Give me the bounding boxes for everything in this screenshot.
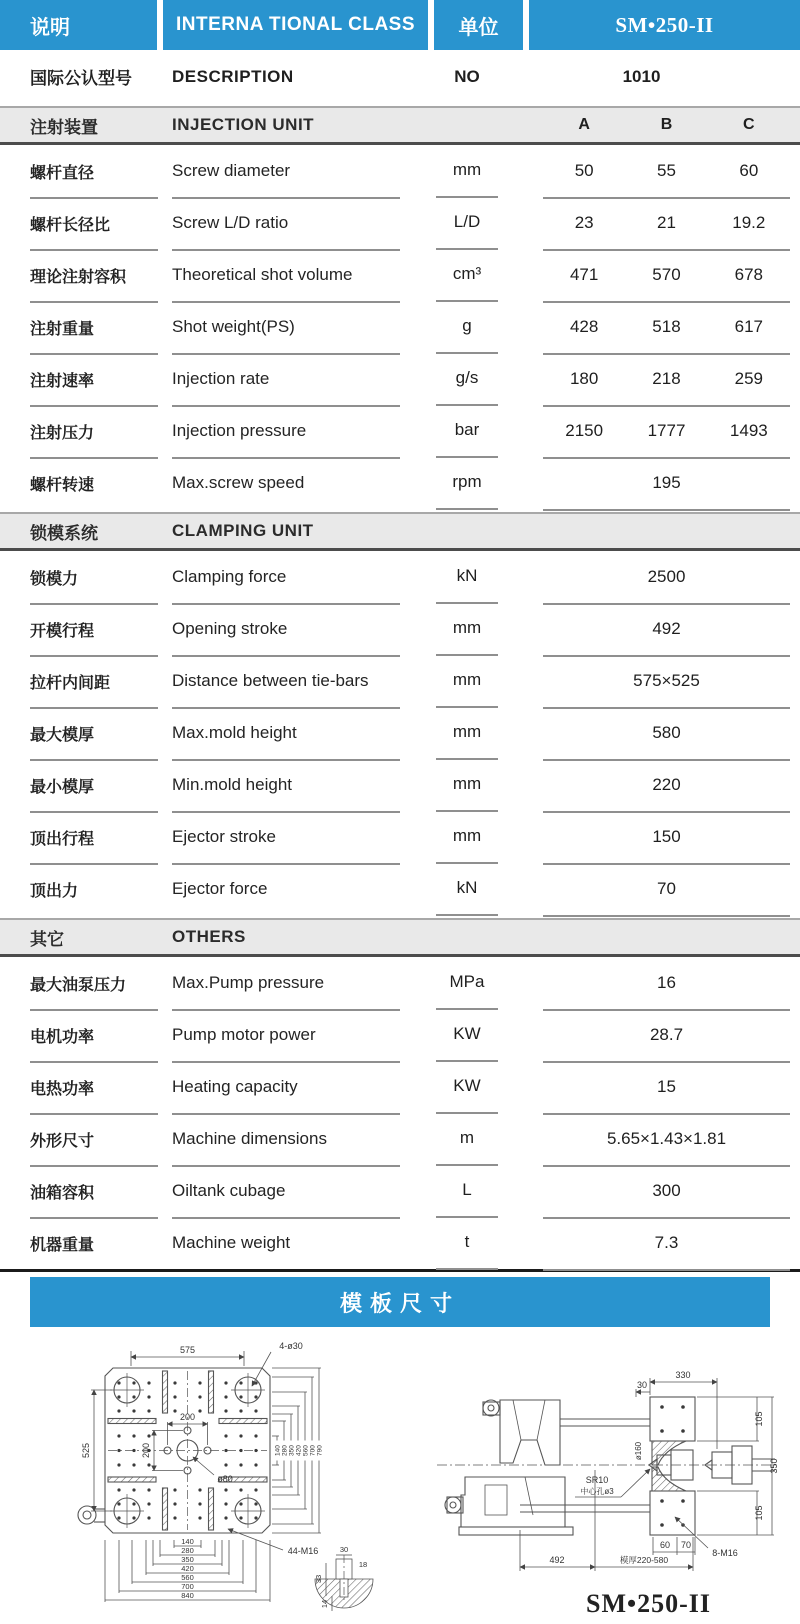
detail-dim: 14 [320,1599,329,1609]
spec-unit: mm [436,758,498,812]
dim-label: 790 [316,1445,324,1456]
spec-value: 195 [652,473,681,492]
spec-row [0,551,800,603]
spec-row [0,759,800,811]
detail-dim: 18 [358,1560,368,1569]
spec-row [0,301,800,353]
spec-value: 2500 [647,567,686,586]
spec-row [0,811,800,863]
dim-label: 140 [274,1445,282,1456]
nozzle-dia-label: ø160 [634,1441,643,1461]
spec-value: 50 [574,161,594,180]
spec-label-cn: 机器重量 [30,1236,95,1254]
detail-dim: 33 [314,1574,323,1584]
spec-label-cn: 最大油泵压力 [30,957,158,1011]
spec-row [0,707,800,759]
spec-label-cn: 注射压力 [30,405,158,459]
spec-label-en: Oiltank cubage [172,1165,400,1219]
spec-label-cn: 拉杆内间距 [30,655,158,709]
spec-value: 150 [652,827,681,846]
spec-value: 5.65×1.43×1.81 [606,1129,727,1148]
section-header-injection [0,106,800,145]
spec-row [0,1061,800,1113]
spec-label-cn: 最大模厚 [30,707,158,761]
spec-label-cn: 外形尺寸 [30,1113,158,1167]
subcol-c: C [743,116,755,133]
spec-label-en: Machine weight [172,1233,291,1252]
spec-label-cn: 最小模厚 [30,759,158,813]
dim-label: 560 [181,1573,194,1582]
dim-label: 330 [675,1370,691,1380]
drawings-area [0,1327,800,1624]
spec-unit: mm [436,810,498,864]
spec-row [0,863,800,915]
spec-values [543,1061,790,1115]
spec-values [543,1009,790,1063]
dim-label: 105 [754,1411,764,1427]
spec-row [0,1113,800,1165]
spec-row [0,405,800,457]
spec-label-en: Ejector stroke [172,811,400,865]
dim-label: 560 [302,1445,310,1456]
spec-label-en: Min.mold height [172,759,400,813]
section-rows-injection [0,145,800,509]
section-title-cn: 注射装置 [30,117,98,137]
section-title-en: INJECTION UNIT [172,115,315,134]
description-value: 1010 [622,66,661,86]
spec-value: 617 [734,317,763,336]
spec-unit: mm [436,654,498,708]
dim-label: 492 [549,1555,565,1565]
dim-label: 60 [659,1540,671,1550]
spec-row [0,655,800,707]
dim-label: 350 [288,1445,296,1456]
center-hole-note: 中心孔ø3 [580,1487,614,1496]
spec-label-cn: 螺杆直径 [30,145,158,199]
spec-values [543,405,790,459]
section-title-en: CLAMPING UNIT [172,521,314,540]
spec-label-en: Screw diameter [172,145,400,199]
spec-label-cn: 电热功率 [30,1061,158,1115]
spec-values [543,811,790,865]
platen-size-banner: 模板尺寸 [30,1277,770,1327]
spec-value: 19.2 [732,213,766,232]
spec-unit: cm³ [436,248,498,302]
spec-values [543,1113,790,1167]
dim-label: 420 [181,1564,194,1573]
spec-row [0,145,800,197]
spec-value: 28.7 [649,1025,684,1044]
spec-value: 55 [657,161,676,180]
spec-values [543,707,790,761]
spec-label-en: Opening stroke [172,603,400,657]
spec-value: 678 [734,265,763,284]
spec-values [543,1165,790,1219]
spec-value: 575×525 [633,671,700,690]
spec-label-cn: 螺杆转速 [30,476,95,494]
section-header-others [0,918,800,957]
clamping-side-drawing [425,1345,785,1624]
dim-label: 525 [81,1442,91,1459]
dim-label: 700 [309,1445,317,1456]
spec-value: 300 [652,1181,681,1200]
description-en: DESCRIPTION [172,66,294,86]
spec-values [543,759,790,813]
spec-value: 70 [657,879,676,898]
spec-label-en: Screw L/D ratio [172,197,400,251]
center-hole-label: ø80 [217,1474,233,1484]
spec-values [543,655,790,709]
spec-value: 259 [734,369,763,388]
spec-values [543,1217,790,1271]
spec-label-en: Clamping force [172,551,400,605]
table-header [0,0,800,50]
dim-label: 70 [680,1540,692,1550]
spec-value: 492 [652,619,681,638]
spec-unit: L [436,1164,498,1218]
spec-value: 60 [739,161,759,180]
spec-label-cn: 开模行程 [30,603,158,657]
spec-label-cn: 电机功率 [30,1009,158,1063]
spec-values [543,249,790,303]
spec-value: 471 [569,265,599,284]
spec-value: 580 [652,723,681,742]
header-class: INTERNA TIONAL CLASS [163,0,428,50]
spec-label-en: Shot weight(PS) [172,301,400,355]
thread-label: 8-M16 [712,1548,738,1558]
section-title-en: OTHERS [172,927,246,946]
subcol-a: A [578,116,590,133]
spec-value: 2150 [565,421,604,440]
spec-values [543,353,790,407]
spec-row [0,457,800,509]
dim-label: 840 [181,1591,194,1600]
spec-row [0,1009,800,1061]
spec-unit: t [436,1216,498,1270]
spec-value: 180 [569,369,599,388]
spec-label-en: Injection rate [172,353,400,407]
spec-values [543,457,790,511]
spec-unit: kN [436,862,498,916]
spec-value: 15 [657,1077,676,1096]
description-cn: 国际公认型号 [30,69,132,88]
spec-row [0,1165,800,1217]
spec-label-en: Injection pressure [172,405,400,459]
spec-label-cn: 锁模力 [30,551,158,605]
spec-value: 220 [652,775,681,794]
dim-label: 575 [179,1345,196,1355]
dim-label: 350 [769,1458,779,1474]
spec-row [0,353,800,405]
spec-label-cn: 顶出力 [30,882,79,900]
spec-value: 16 [657,973,676,992]
spec-row [0,249,800,301]
spec-unit: mm [436,602,498,656]
spec-values [543,145,790,199]
header-unit: 单位 [434,0,523,50]
spec-label-en: Machine dimensions [172,1113,400,1167]
spec-unit: m [436,1112,498,1166]
spec-label-cn: 理论注射容积 [30,249,158,303]
spec-label-cn: 注射重量 [30,301,158,355]
spec-label-en: Heating capacity [172,1061,400,1115]
spec-unit: mm [436,706,498,760]
section-title-cn: 其它 [30,929,64,949]
spec-unit: KW [436,1008,498,1062]
dim-label: 30 [636,1380,648,1390]
spec-label-en: Ejector force [172,879,268,898]
spec-label-cn: 顶出行程 [30,811,158,865]
dim-label: 200 [141,1442,151,1459]
spec-label-en: Max.mold height [172,707,400,761]
spec-unit: mm [436,144,498,198]
spec-row [0,197,800,249]
spec-values [543,863,790,917]
spec-value: 218 [652,369,681,388]
mold-range-label: 模厚220-580 [619,1555,669,1565]
dim-label: 420 [295,1445,303,1456]
spec-unit: rpm [436,456,498,510]
spec-label-en: Distance between tie-bars [172,655,400,709]
spec-row [0,1217,800,1269]
spec-label-cn: 螺杆长径比 [30,197,158,251]
spec-row [0,603,800,655]
thread-label: 44-M16 [287,1546,319,1556]
sr-label: SR10 [585,1475,609,1485]
spec-label-cn: 油箱容积 [30,1165,158,1219]
spec-values [543,551,790,605]
spec-unit: bar [436,404,498,458]
spec-value: 570 [652,265,681,284]
section-header-clamping [0,512,800,551]
spec-unit: KW [436,1060,498,1114]
detail-dim: 30 [339,1545,349,1554]
dim-label: 700 [181,1582,194,1591]
spec-label-cn: 注射速率 [30,353,158,407]
description-unit: NO [454,66,480,86]
dim-label: 140 [181,1537,194,1546]
spec-unit: L/D [436,196,498,250]
spec-value: 23 [574,213,594,232]
spec-unit: kN [436,550,498,604]
header-cn: 说明 [0,0,157,50]
model-label: SM•250-II [586,1589,711,1618]
spec-label-en: Max.Pump pressure [172,957,400,1011]
dim-label: 105 [754,1505,764,1521]
dim-label: 350 [181,1555,194,1564]
spec-row [0,957,800,1009]
platen-front-drawing [15,1333,415,1624]
spec-value: 428 [569,317,599,336]
header-model: SM•250-II [529,0,800,50]
dim-label: 280 [181,1546,194,1555]
dim-label: 200 [179,1412,196,1422]
spec-value: 21 [657,213,676,232]
spec-value: 1777 [647,421,686,440]
spec-unit: g/s [436,352,498,406]
spec-unit: MPa [436,956,498,1010]
hole-count-label: 4-ø30 [279,1341,303,1351]
section-title-cn: 锁模系统 [30,523,98,543]
spec-value: 1493 [729,421,768,440]
spec-label-en: Max.screw speed [172,473,305,492]
spec-values [543,603,790,657]
spec-value: 7.3 [654,1233,679,1252]
spec-label-en: Theoretical shot volume [172,249,400,303]
spec-values [543,301,790,355]
spec-label-en: Pump motor power [172,1009,400,1063]
spec-value: 518 [652,317,681,336]
description-row [0,50,800,103]
section-rows-others [0,957,800,1269]
spec-values [543,957,790,1011]
dim-label: 280 [281,1445,289,1456]
spec-unit: g [436,300,498,354]
subcol-b: B [660,116,673,133]
spec-values [543,197,790,251]
section-rows-clamping [0,551,800,915]
